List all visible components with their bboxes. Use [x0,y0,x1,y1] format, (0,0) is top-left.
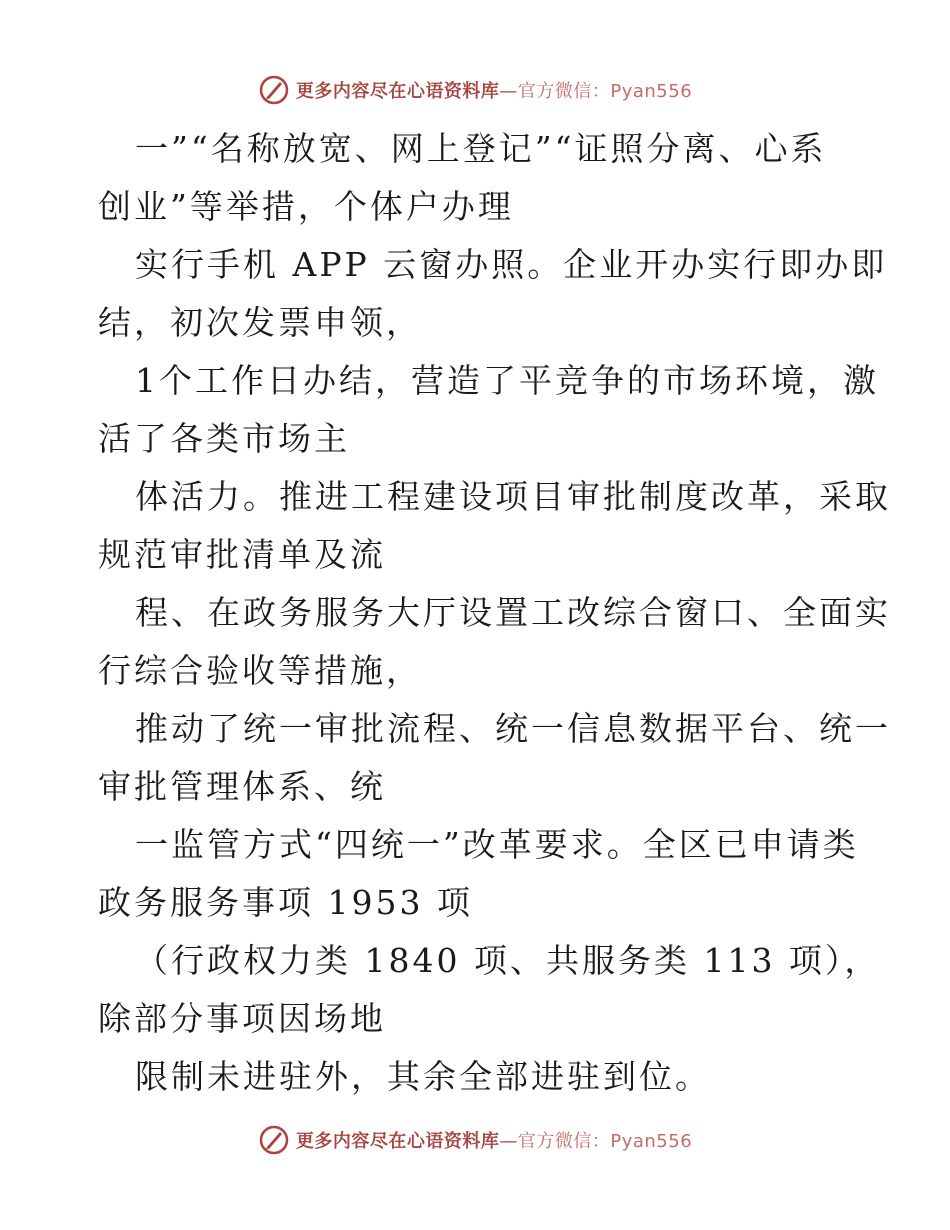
body-line: （行政权力类 1840 项、共服务类 113 项）， [135,941,881,980]
banner-brand: 更多内容尽在心语资料库 [295,1131,500,1152]
body-line: 程、在政务服务大厅设置工改综合窗口、全面实 [135,593,891,632]
quill-pen-logo-icon [258,1124,290,1156]
banner-wechat: 官方微信：Pyan556 [517,81,693,102]
banner-wechat: 官方微信：Pyan556 [517,1131,693,1152]
body-line: 一”“名称放宽、网上登记”“证照分离、心系 [135,129,827,168]
body-line: 规范审批清单及流 [98,535,386,574]
body-line: 推动了统一审批流程、统一信息数据平台、统一 [135,709,891,748]
body-line: 除部分事项因场地 [98,999,386,1038]
body-line: 限制未进驻外，其余全部进驻到位。 [135,1057,711,1096]
body-line: 行综合验收等措施， [98,651,422,690]
body-line: 实行手机 APP 云窗办照。企业开办实行即办即 [135,245,888,284]
banner-separator: — [499,1131,518,1152]
body-line: 1个工作日办结，营造了平竞争的市场环境，激 [135,361,879,400]
body-line: 结，初次发票申领， [98,303,422,342]
body-line: 体活力。推进工程建设项目审批制度改革，采取 [135,477,891,516]
banner-text [296,77,692,103]
body-line: 一监管方式“四统一”改革要求。全区已申请类 [135,825,859,864]
footer-watermark-banner [0,1120,950,1160]
banner-brand: 更多内容尽在心语资料库 [295,81,500,102]
quill-pen-logo-icon [258,74,290,106]
header-watermark-banner [0,70,950,110]
banner-separator: — [499,81,518,102]
document-body [98,120,891,1106]
banner-text [296,1127,692,1153]
body-line: 政务服务事项 1953 项 [98,883,473,922]
body-line: 审批管理体系、统 [98,767,386,806]
body-line: 活了各类市场主 [98,419,350,458]
body-line: 创业”等举措，个体户办理 [98,187,514,226]
